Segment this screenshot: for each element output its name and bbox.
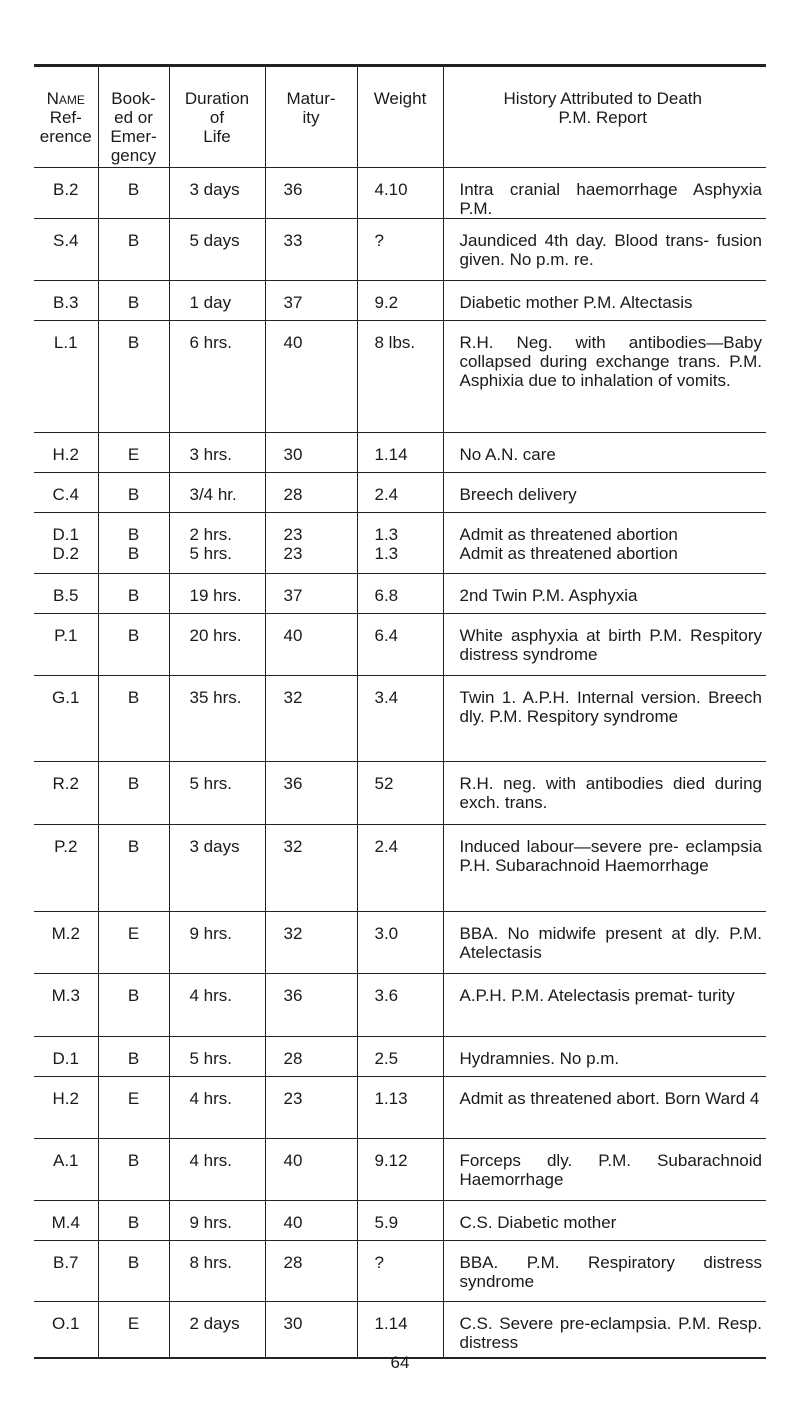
table-row [34, 824, 766, 911]
cell-value: 52 [374, 773, 394, 793]
cell-value: B [127, 1048, 140, 1068]
cell-value: G.1 [52, 687, 80, 707]
cell-value: P.2 [54, 836, 78, 856]
table-row [34, 675, 766, 761]
table-row [34, 432, 766, 472]
cell-value: B.5 [52, 585, 79, 605]
cell-value: 28 [283, 484, 303, 504]
header-line: Emer- [110, 127, 157, 146]
cell-value: E [127, 1088, 140, 1108]
cell-value: 2.5 [374, 1048, 399, 1068]
cell-value: 5.9 [374, 1212, 399, 1232]
cell-value: 1.14 [374, 444, 408, 464]
cell-value: B [127, 836, 140, 856]
cell-value: 36 [283, 985, 303, 1005]
table-row [34, 472, 766, 512]
cell-weight [357, 1200, 443, 1240]
cell-booked-emergency [98, 472, 169, 512]
cell-reference [34, 973, 98, 1036]
cell-maturity [265, 824, 357, 911]
cell-value: 4.10 [374, 179, 408, 199]
cell-reference [34, 613, 98, 675]
cell-value: 2.4 [374, 484, 399, 504]
cell-booked-emergency [98, 280, 169, 320]
cell-value: ? [374, 1252, 384, 1272]
table-row [34, 1200, 766, 1240]
cell-value: 28 [283, 1048, 303, 1068]
cell-value: 9.12 [374, 1150, 408, 1170]
cell-value: 6.8 [374, 585, 399, 605]
header-line: of [209, 108, 225, 127]
cell-weight [357, 472, 443, 512]
cell-value: 1.13 [374, 1088, 408, 1108]
cell-duration [169, 320, 265, 432]
cell-duration [169, 1200, 265, 1240]
cell-booked-emergency [98, 1240, 169, 1301]
cell-duration [169, 167, 265, 218]
cell-maturity [265, 1200, 357, 1240]
table-row [34, 573, 766, 613]
cell-reference [34, 432, 98, 472]
cell-value: 3.6 [374, 985, 399, 1005]
cell-maturity [265, 1036, 357, 1076]
cell-history: Forceps dly. P.M. Subarachnoid Haemorrhage [443, 1138, 766, 1200]
cell-weight [357, 218, 443, 280]
header-line: Life [203, 127, 231, 146]
cell-booked-emergency [98, 1301, 169, 1358]
cell-maturity [265, 1240, 357, 1301]
cell-weight [357, 432, 443, 472]
cell-reference [34, 1301, 98, 1358]
header-line: Matur- [286, 89, 336, 108]
cell-value: 32 [283, 923, 303, 943]
cell-reference [34, 824, 98, 911]
cell-value: 5 days [189, 230, 240, 250]
cell-value: C.4 [52, 484, 79, 504]
cell-reference [34, 761, 98, 824]
cell-duration [169, 1240, 265, 1301]
cell-value: 20 hrs. [189, 625, 242, 645]
cell-value: 3 days [189, 836, 240, 856]
cell-reference [34, 218, 98, 280]
cell-maturity [265, 320, 357, 432]
cell-value: D.1 [52, 524, 79, 544]
cell-history: R.H. Neg. with antibodies—Baby collapsed during exchange trans. P.M. Asphixia due to inhalation of vomits. [443, 320, 766, 432]
cell-duration [169, 512, 265, 573]
cell-booked-emergency [98, 613, 169, 675]
cell-value: 9 hrs. [189, 1212, 233, 1232]
cell-value: B [127, 625, 140, 645]
cell-value: 28 [283, 1252, 303, 1272]
cell-value: B [127, 292, 140, 312]
cell-value: 23 [283, 524, 303, 544]
cell-value: 2 days [189, 1313, 240, 1333]
cell-duration [169, 613, 265, 675]
cell-value: B [127, 484, 140, 504]
cell-value: 40 [283, 625, 303, 645]
cell-duration [169, 911, 265, 973]
cell-booked-emergency [98, 218, 169, 280]
cell-weight [357, 167, 443, 218]
cell-booked-emergency [98, 675, 169, 761]
cell-booked-emergency [98, 973, 169, 1036]
header-line: ed or [114, 108, 153, 127]
cell-maturity [265, 1076, 357, 1138]
cell-weight [357, 973, 443, 1036]
cell-value: M.3 [51, 985, 80, 1005]
cell-booked-emergency [98, 1200, 169, 1240]
header-name-reference [34, 67, 98, 167]
cell-duration [169, 432, 265, 472]
cell-reference [34, 1240, 98, 1301]
cell-weight [357, 613, 443, 675]
cell-history: Intra cranial haemorrhage Asphyxia P.M. [443, 167, 766, 218]
cell-history: BBA. No midwife present at dly. P.M. Atelectasis [443, 911, 766, 973]
cell-value: B [127, 179, 140, 199]
cell-history: Jaundiced 4th day. Blood trans- fusion given. No p.m. re. [443, 218, 766, 280]
header-line: Duration [184, 89, 250, 108]
header-line: ity [302, 108, 320, 127]
cell-duration [169, 1076, 265, 1138]
cell-booked-emergency [98, 512, 169, 573]
cell-value: 3/4 hr. [189, 484, 237, 504]
cell-history: Diabetic mother P.M. Altectasis [443, 280, 766, 320]
table-row [34, 613, 766, 675]
cell-duration [169, 472, 265, 512]
cell-value: 1.3 [374, 543, 399, 563]
cell-history: BBA. P.M. Respiratory distress syndrome [443, 1240, 766, 1301]
cell-value: 8 hrs. [189, 1252, 233, 1272]
cell-value: 9.2 [374, 292, 399, 312]
cell-reference [34, 472, 98, 512]
cell-duration [169, 1036, 265, 1076]
table-row [34, 1036, 766, 1076]
cell-history: R.H. neg. with antibodies died during exch. trans. [443, 761, 766, 824]
cell-maturity [265, 761, 357, 824]
cell-value: P.1 [54, 625, 78, 645]
cell-weight [357, 1301, 443, 1358]
cell-value: 4 hrs. [189, 1088, 233, 1108]
cell-history: Hydramnies. No p.m. [443, 1036, 766, 1076]
cell-value: 4 hrs. [189, 1150, 233, 1170]
death-records-table [34, 67, 766, 1359]
header-line: Name [46, 89, 85, 108]
cell-history: Admit as threatened abort. Born Ward 4 [443, 1076, 766, 1138]
table-row [34, 1076, 766, 1138]
cell-value: 6.4 [374, 625, 399, 645]
cell-weight [357, 911, 443, 973]
cell-value: A.1 [52, 1150, 79, 1170]
cell-history: A.P.H. P.M. Atelectasis premat- turity [443, 973, 766, 1036]
cell-maturity [265, 911, 357, 973]
cell-reference [34, 280, 98, 320]
cell-booked-emergency [98, 1076, 169, 1138]
cell-booked-emergency [98, 1138, 169, 1200]
header-maturity [265, 67, 357, 167]
cell-weight [357, 573, 443, 613]
cell-history: Induced labour—severe pre- eclampsia P.H. Subarachnoid Haemorrhage [443, 824, 766, 911]
cell-value: L.1 [53, 332, 78, 352]
cell-value: B [127, 1252, 140, 1272]
cell-value: 37 [283, 292, 303, 312]
cell-booked-emergency [98, 432, 169, 472]
cell-maturity [265, 675, 357, 761]
cell-booked-emergency [98, 573, 169, 613]
header-duration-of-life [169, 67, 265, 167]
cell-value: 5 hrs. [189, 1048, 233, 1068]
cell-history: C.S. Diabetic mother [443, 1200, 766, 1240]
cell-weight [357, 1076, 443, 1138]
cell-maturity [265, 573, 357, 613]
cell-value: ? [374, 230, 384, 250]
cell-reference [34, 512, 98, 573]
cell-history: Twin 1. A.P.H. Internal version. Breech dly. P.M. Respitory syndrome [443, 675, 766, 761]
cell-reference [34, 167, 98, 218]
table-row [34, 167, 766, 218]
cell-value: B [127, 230, 140, 250]
cell-booked-emergency [98, 1036, 169, 1076]
table-row [34, 1240, 766, 1301]
cell-booked-emergency [98, 761, 169, 824]
cell-value: E [127, 444, 140, 464]
cell-value: 3.4 [374, 687, 399, 707]
cell-value: B [127, 773, 140, 793]
cell-maturity [265, 432, 357, 472]
cell-history: 2nd Twin P.M. Asphyxia [443, 573, 766, 613]
cell-maturity [265, 1301, 357, 1358]
cell-value: B [127, 524, 140, 544]
cell-reference [34, 1076, 98, 1138]
cell-reference [34, 1138, 98, 1200]
cell-value: 3.0 [374, 923, 399, 943]
cell-duration [169, 973, 265, 1036]
cell-value: B [127, 332, 140, 352]
cell-weight [357, 280, 443, 320]
cell-maturity [265, 613, 357, 675]
cell-value: E [127, 1313, 140, 1333]
cell-maturity [265, 472, 357, 512]
cell-value: 23 [283, 543, 303, 563]
cell-duration [169, 573, 265, 613]
cell-reference [34, 675, 98, 761]
cell-value: B.3 [52, 292, 79, 312]
cell-duration [169, 1138, 265, 1200]
cell-duration [169, 1301, 265, 1358]
cell-value: 35 hrs. [189, 687, 242, 707]
cell-weight [357, 761, 443, 824]
table-header-row [34, 67, 766, 167]
table-body [34, 167, 766, 1358]
cell-value: 9 hrs. [189, 923, 233, 943]
cell-value: B.7 [52, 1252, 79, 1272]
cell-value: O.1 [52, 1313, 80, 1333]
table-row [34, 512, 766, 573]
cell-value: 5 hrs. [189, 543, 233, 563]
cell-value: B.2 [52, 179, 79, 199]
cell-value: 30 [283, 1313, 303, 1333]
cell-booked-emergency [98, 320, 169, 432]
table-row [34, 218, 766, 280]
cell-duration [169, 280, 265, 320]
header-line: Ref- [49, 108, 82, 127]
cell-maturity [265, 218, 357, 280]
cell-value: 1 day [189, 292, 232, 312]
cell-reference [34, 1200, 98, 1240]
cell-value: 3 days [189, 179, 240, 199]
cell-weight [357, 320, 443, 432]
table-row [34, 973, 766, 1036]
cell-value: B [127, 687, 140, 707]
cell-weight [357, 1036, 443, 1076]
cell-duration [169, 218, 265, 280]
cell-booked-emergency [98, 824, 169, 911]
cell-value: H.2 [52, 444, 79, 464]
header-line: Weight [373, 89, 427, 108]
cell-maturity [265, 167, 357, 218]
cell-value: 30 [283, 444, 303, 464]
cell-value: B [127, 585, 140, 605]
cell-reference [34, 573, 98, 613]
cell-booked-emergency [98, 167, 169, 218]
table-row [34, 320, 766, 432]
cell-weight [357, 1240, 443, 1301]
page-number: 64 [390, 1353, 410, 1372]
header-weight [357, 67, 443, 167]
header-line: P.M. Report [558, 108, 647, 127]
table-row [34, 911, 766, 973]
cell-value: 33 [283, 230, 303, 250]
cell-value: 36 [283, 179, 303, 199]
cell-value: B [127, 543, 140, 563]
cell-value: D.2 [52, 543, 79, 563]
cell-value: M.4 [51, 1212, 80, 1232]
cell-maturity [265, 512, 357, 573]
cell-value: 40 [283, 1212, 303, 1232]
header-booked-emergency [98, 67, 169, 167]
cell-value: B [127, 1150, 140, 1170]
cell-value: B [127, 985, 140, 1005]
cell-value: 2 hrs. [189, 524, 233, 544]
cell-value: 19 hrs. [189, 585, 242, 605]
cell-history: C.S. Severe pre-eclampsia. P.M. Resp. distress [443, 1301, 766, 1358]
cell-value: 8 lbs. [374, 332, 416, 352]
cell-value: 6 hrs. [189, 332, 233, 352]
cell-weight [357, 1138, 443, 1200]
header-line: Book- [111, 89, 156, 108]
cell-duration [169, 824, 265, 911]
cell-history: Admit as threatened abortion Admit as threatened abortion [443, 512, 766, 573]
cell-history: Breech delivery [443, 472, 766, 512]
header-line: History Attributed to Death [503, 89, 702, 108]
cell-weight [357, 512, 443, 573]
cell-value: S.4 [52, 230, 79, 250]
cell-maturity [265, 973, 357, 1036]
header-line: erence [39, 127, 92, 146]
cell-history: White asphyxia at birth P.M. Respitory distress syndrome [443, 613, 766, 675]
cell-value: 5 hrs. [189, 773, 233, 793]
cell-value: 36 [283, 773, 303, 793]
cell-maturity [265, 280, 357, 320]
cell-value: 1.14 [374, 1313, 408, 1333]
cell-value: H.2 [52, 1088, 79, 1108]
cell-value: 37 [283, 585, 303, 605]
table-row [34, 1138, 766, 1200]
header-line: gency [110, 146, 157, 165]
header-history [443, 67, 766, 167]
cell-value: 23 [283, 1088, 303, 1108]
cell-history: No A.N. care [443, 432, 766, 472]
cell-value: 32 [283, 836, 303, 856]
cell-value: 1.3 [374, 524, 399, 544]
cell-reference [34, 1036, 98, 1076]
table-row [34, 280, 766, 320]
table-row [34, 1301, 766, 1358]
cell-value: M.2 [51, 923, 80, 943]
cell-weight [357, 824, 443, 911]
cell-maturity [265, 1138, 357, 1200]
cell-duration [169, 761, 265, 824]
cell-reference [34, 911, 98, 973]
cell-value: 40 [283, 332, 303, 352]
cell-value: 2.4 [374, 836, 399, 856]
table-row [34, 761, 766, 824]
cell-value: R.2 [52, 773, 79, 793]
cell-duration [169, 675, 265, 761]
cell-value: D.1 [52, 1048, 79, 1068]
cell-value: 40 [283, 1150, 303, 1170]
document-page [34, 64, 766, 1359]
cell-value: 32 [283, 687, 303, 707]
cell-value: 4 hrs. [189, 985, 233, 1005]
cell-value: B [127, 1212, 140, 1232]
cell-value: 3 hrs. [189, 444, 233, 464]
cell-booked-emergency [98, 911, 169, 973]
cell-reference [34, 320, 98, 432]
cell-value: E [127, 923, 140, 943]
cell-weight [357, 675, 443, 761]
